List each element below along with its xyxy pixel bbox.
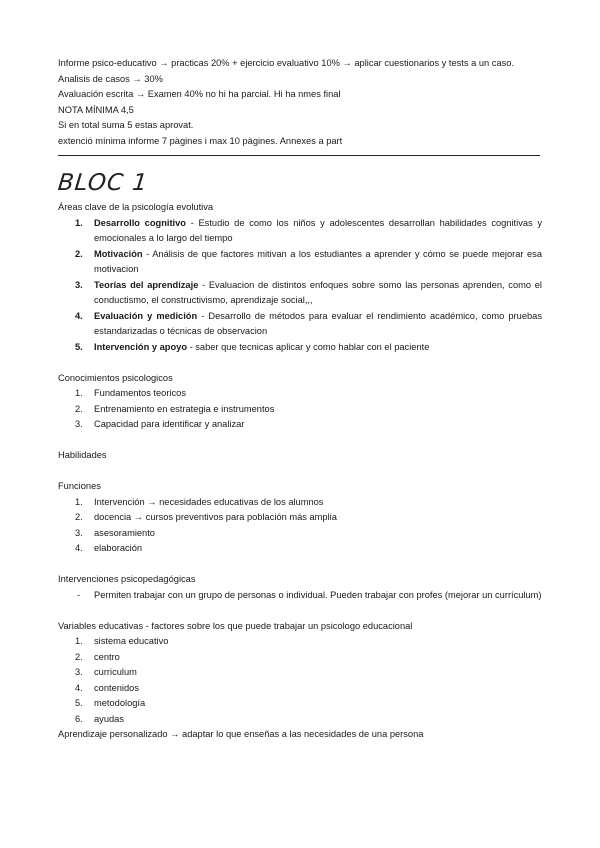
list-item-text: centro <box>94 651 120 662</box>
spacer <box>58 603 542 619</box>
horizontal-divider <box>58 155 540 156</box>
list-number: 5. <box>75 341 83 352</box>
list-number: 1. <box>75 636 83 646</box>
list-item-term: Desarrollo cognitivo <box>94 217 186 228</box>
list-item-desc: - Análisis de que factores mitivan a los estudiantes a aprender y cómo se puede mejorar esa motivacion <box>94 248 542 274</box>
list-number: 2. <box>75 651 83 662</box>
list-number: 6. <box>75 713 83 724</box>
list-item <box>58 696 542 712</box>
list-number: 5. <box>75 698 83 708</box>
header-line-min-grade: NOTA MÍNIMA 4,5 <box>58 104 134 115</box>
intervenciones-list <box>58 588 542 604</box>
list-item-text: elaboración <box>94 543 143 553</box>
header-line-cases: Analisis de casos → 30% <box>58 73 163 84</box>
list-number: 4. <box>75 310 83 321</box>
list-item-desc: - Desarrollo de métodos para evaluar el rendimiento académico, como pruebas estandarizadas o técnicas de observacion <box>94 310 542 336</box>
list-item-term: Motivación <box>94 248 143 259</box>
list-item-text: docencia → cursos preventivos para población más amplia <box>94 512 337 522</box>
list-item <box>58 526 542 542</box>
list-item-desc: - saber que tecnicas aplicar y como hablar con el paciente <box>187 341 430 352</box>
list-item-term: Teorías del aprendizaje <box>94 279 199 290</box>
list-item-text: Entrenamiento en estrategia e instrumentos <box>94 403 275 414</box>
areas-heading: Áreas clave de la psicología evolutiva <box>58 202 214 212</box>
list-number: 3. <box>75 279 83 290</box>
list-item <box>58 495 542 511</box>
list-number: 2. <box>75 248 83 259</box>
list-item-text: asesoramiento <box>94 527 155 538</box>
list-item-text: ayudas <box>94 713 124 724</box>
list-number: 4. <box>75 682 83 693</box>
habilidades-heading: Habilidades <box>58 450 107 460</box>
list-item-text: curriculum <box>94 667 137 677</box>
list-item <box>58 216 542 247</box>
header-line-extension: extenció mínima informe 7 pàgines i max 10 pàgines. Annexes a part <box>58 135 343 146</box>
list-number: 3. <box>75 667 83 677</box>
list-item-term: Evaluación y medición <box>94 310 198 321</box>
list-item <box>58 278 542 309</box>
list-number: 1. <box>75 496 83 507</box>
list-item <box>58 665 542 681</box>
funciones-heading: Funciones <box>58 481 101 491</box>
list-item <box>58 386 542 402</box>
list-item-text: Permiten trabajar con un grupo de personas o individual. Pueden trabajar con profes (mejorar un currículum) <box>94 589 542 600</box>
list-item <box>58 510 542 526</box>
list-item-text: contenidos <box>94 682 139 693</box>
spacer <box>58 464 542 480</box>
list-item-desc: - Estudio de como los niños y adolescentes desarrollan habilidades cognitivas y emocionales a lo largo del tiempo <box>94 217 542 243</box>
header-line-pass: Si en total suma 5 estas aprovat. <box>58 120 194 130</box>
intervenciones-heading: Intervenciones psicopedagógicas <box>58 574 196 584</box>
list-item-text: Capacidad para identificar y analizar <box>94 419 245 429</box>
conocimientos-list <box>58 386 542 433</box>
list-item <box>58 634 542 650</box>
list-number: 3. <box>75 419 83 429</box>
aprendizaje-line: Aprendizaje personalizado → adaptar lo que enseñas a las necesidades de una persona <box>58 729 424 739</box>
list-item-text: Fundamentos teoricos <box>94 388 186 398</box>
list-item <box>58 712 542 728</box>
list-dash: - <box>77 589 81 600</box>
list-number: 1. <box>75 388 83 398</box>
list-item <box>58 417 542 433</box>
list-item-desc: - Evaluacion de distintos enfoques sobre somo las personas aprenden, como el conductismo, el constructivismo, aprendizaje social,,, <box>94 279 542 305</box>
variables-list <box>58 634 542 727</box>
list-item <box>58 588 542 604</box>
list-item-text: sistema educativo <box>94 636 169 646</box>
spacer <box>58 355 542 371</box>
list-number: 1. <box>75 217 83 228</box>
funciones-list <box>58 495 542 557</box>
list-number: 4. <box>75 543 83 553</box>
list-item <box>58 681 542 697</box>
document-page <box>58 56 542 743</box>
header-line-exam: Avaluación escrita → Examen 40% no hi ha parcial. Hi ha nmes final <box>58 89 341 99</box>
bloc-title: BLOC 1 <box>56 170 150 196</box>
list-item-text: metodología <box>94 698 146 708</box>
spacer <box>58 433 542 449</box>
variables-heading: Variables educativas - factores sobre los que puede trabajar un psicologo educacional <box>58 620 413 631</box>
list-number: 2. <box>75 403 83 414</box>
list-item <box>58 650 542 666</box>
list-item <box>58 541 542 557</box>
list-item <box>58 309 542 340</box>
areas-list <box>58 216 542 356</box>
list-number: 3. <box>75 527 83 538</box>
list-item <box>58 247 542 278</box>
spacer <box>58 557 542 573</box>
list-item-term: Intervención y apoyo <box>94 341 187 352</box>
list-item-text: Intervención → necesidades educativas de los alumnos <box>94 496 324 507</box>
list-item <box>58 402 542 418</box>
list-number: 2. <box>75 512 83 522</box>
header-line-evaluation: Informe psico-educativo → practicas 20% + ejercicio evaluativo 10% → aplicar cuestionarios y tests a un caso. <box>58 58 515 68</box>
list-item <box>58 340 542 356</box>
conocimientos-heading: Conocimientos psicologicos <box>58 372 173 383</box>
